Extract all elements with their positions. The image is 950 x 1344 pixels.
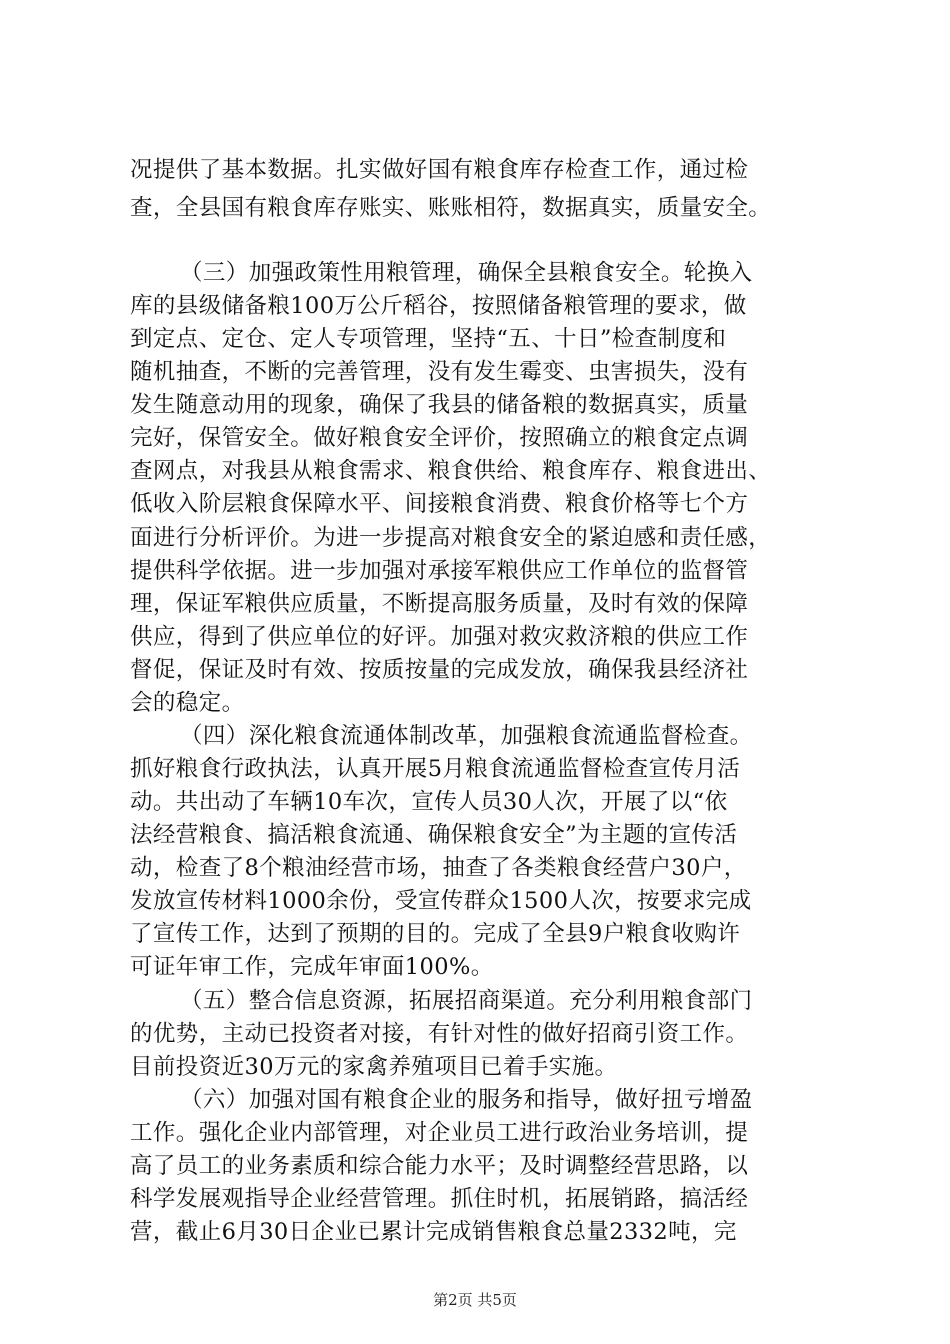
text-line: （六）加强对国有粮食企业的服务和指导，做好扭亏增盈: [180, 1087, 753, 1113]
text-line: 会的稳定。: [130, 690, 245, 716]
text-line: 查网点，对我县从粮食需求、粮食供给、粮食库存、粮食进出、: [130, 458, 772, 484]
text-line: 动。共出动了车辆10车次，宣传人员30人次，开展了以“依: [130, 789, 728, 815]
text-line: 到定点、定仓、定人专项管理，坚持“五、十日”检查制度和: [130, 326, 727, 352]
text-line: 况提供了基本数据。扎实做好国有粮食库存检查工作，通过检: [130, 157, 749, 183]
text-line: 库的县级储备粮100万公斤稻谷，按照储备粮管理的要求，做: [130, 293, 747, 319]
text-line: （三）加强政策性用粮管理，确保全县粮食安全。轮换入: [180, 260, 753, 286]
text-line: 完好，保管安全。做好粮食安全评价，按照确立的粮食定点调: [130, 425, 749, 451]
text-line: 发放宣传材料1000余份，受宣传群众1500人次，按要求完成: [130, 888, 752, 914]
text-line: 查，全县国有粮食库存账实、账账相符，数据真实，质量安全。: [130, 195, 772, 221]
text-line: 工作。强化企业内部管理，对企业员工进行政治业务培训，提: [130, 1120, 749, 1146]
text-line: 动，检查了8个粮油经营市场，抽查了各类粮食经营户30户，: [130, 855, 747, 881]
text-line: 发生随意动用的现象，确保了我县的储备粮的数据真实，质量: [130, 392, 749, 418]
text-line: 面进行分析评价。为进一步提高对粮食安全的紧迫感和责任感，: [130, 525, 772, 551]
text-line: 了宣传工作，达到了预期的目的。完成了全县9户粮食收购许: [130, 921, 741, 947]
text-line: 供应，得到了供应单位的好评。加强对救灾救济粮的供应工作: [130, 624, 749, 650]
text-line: 目前投资近30万元的家禽养殖项目已着手实施。: [130, 1054, 618, 1080]
text-line: （四）深化粮食流通体制改革，加强粮食流通监督检查。: [180, 723, 753, 749]
text-line: 抓好粮食行政执法，认真开展5月粮食流通监督检查宣传月活: [130, 756, 741, 782]
page-number-footer: 第2页 共5页: [433, 1291, 517, 1309]
text-line: 的优势，主动已投资者对接，有针对性的做好招商引资工作。: [130, 1021, 749, 1047]
text-line: 营，截止6月30日企业已累计完成销售粮食总量2332吨，完: [130, 1219, 737, 1245]
text-line: 督促，保证及时有效、按质按量的完成发放，确保我县经济社: [130, 657, 749, 683]
text-line: 高了员工的业务素质和综合能力水平；及时调整经营思路，以: [130, 1153, 749, 1179]
text-line: （五）整合信息资源，拓展招商渠道。充分利用粮食部门: [180, 988, 753, 1014]
text-line: 科学发展观指导企业经营管理。抓住时机，拓展销路，搞活经: [130, 1186, 749, 1212]
text-line: 可证年审工作，完成年审面100%。: [130, 954, 494, 980]
text-line: 低收入阶层粮食保障水平、间接粮食消费、粮食价格等七个方: [130, 491, 749, 517]
text-line: 提供科学依据。进一步加强对承接军粮供应工作单位的监督管: [130, 558, 749, 584]
text-line: 理，保证军粮供应质量，不断提高服务质量，及时有效的保障: [130, 591, 749, 617]
text-line: 随机抽查，不断的完善管理，没有发生霉变、虫害损失，没有: [130, 359, 749, 385]
text-line: 法经营粮食、搞活粮食流通、确保粮食安全”为主题的宣传活: [130, 822, 738, 848]
